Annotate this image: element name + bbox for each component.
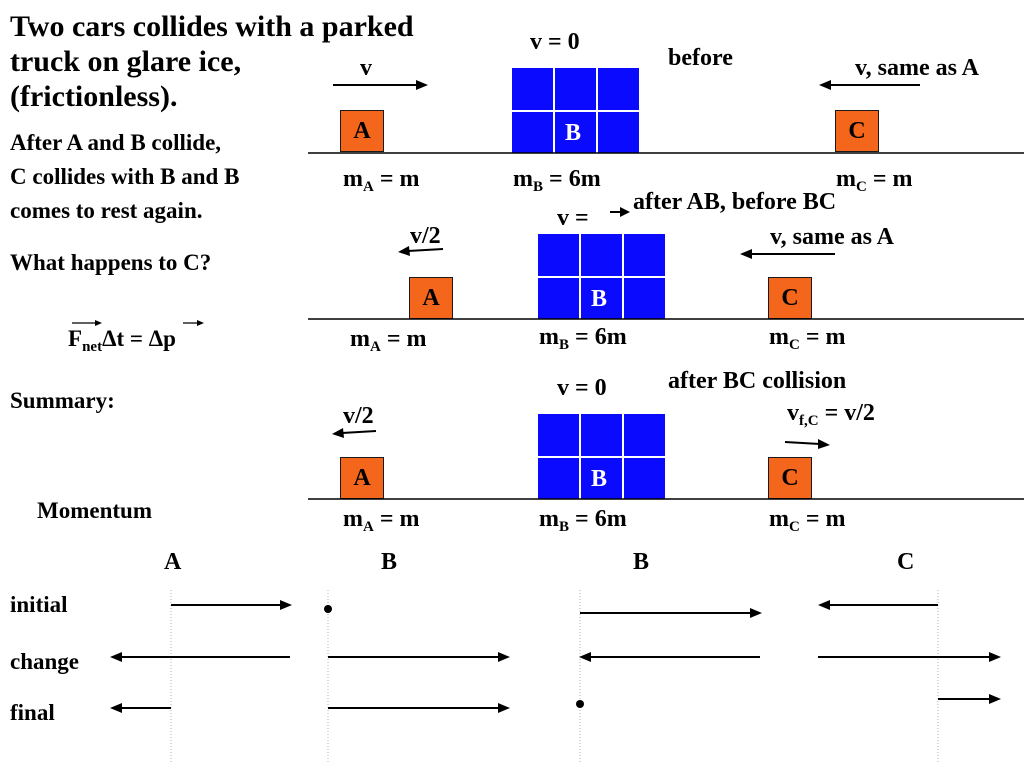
- row-label-change: change: [10, 649, 79, 674]
- formula-f: F: [68, 326, 83, 351]
- column-header-b1: B: [381, 549, 398, 575]
- mass-a-value: = m: [373, 166, 420, 192]
- mass-b-sub: B: [559, 519, 570, 535]
- arrow-left-icon: [819, 80, 831, 90]
- car-a-after-ab: A: [409, 277, 453, 319]
- frame-label-after-bc: after BC collision: [668, 368, 847, 394]
- vector-arrow-icon: [95, 320, 102, 326]
- mass-a-value: = m: [373, 506, 420, 532]
- car-c-v-main: v: [787, 400, 799, 426]
- mass-c-value: = m: [799, 506, 846, 532]
- mass-b-value: = 6m: [569, 506, 627, 532]
- description-line-1: After A and B collide,: [10, 130, 222, 155]
- car-c-velocity-after-ab: v, same as A: [770, 224, 895, 250]
- momentum-b2-final-dot: [576, 700, 584, 708]
- description-line-2: C collides with B and B: [10, 164, 240, 189]
- truck-velocity-after-ab: v =: [557, 205, 589, 231]
- mass-a-sub: A: [363, 519, 374, 535]
- momentum-b1-change-arrow: [498, 652, 510, 662]
- car-a-after-bc: A: [340, 457, 384, 499]
- arrow-left-icon: [332, 428, 344, 438]
- momentum-c-final-arrow: [989, 694, 1001, 704]
- mass-c-m: m: [769, 324, 789, 350]
- truck-b-label-after-bc: B: [591, 466, 608, 492]
- column-header-c: C: [897, 549, 915, 575]
- mass-b-value: = 6m: [569, 324, 627, 350]
- momentum-a-initial-arrow: [280, 600, 292, 610]
- mass-c-sub: C: [789, 337, 800, 353]
- car-a-before: A: [340, 110, 384, 152]
- formula-rest: Δt = Δp: [102, 326, 176, 351]
- mass-a-m: m: [343, 506, 363, 532]
- truck-b-label-before: B: [565, 120, 582, 146]
- car-c-v-sub: f,C: [799, 413, 819, 429]
- arrow-right-icon: [620, 207, 630, 217]
- mass-a-m: m: [350, 326, 370, 352]
- car-a-velocity-after-bc: v/2: [343, 403, 374, 429]
- arrow-right-icon: [416, 80, 428, 90]
- formula-net: net: [82, 339, 103, 355]
- mass-c-value: = m: [866, 166, 913, 192]
- row-label-initial: initial: [10, 592, 68, 617]
- summary-label: Summary:: [10, 388, 115, 413]
- car-a-velocity-before: v: [360, 55, 372, 81]
- truck-velocity-before: v = 0: [530, 29, 580, 55]
- mass-a-m: m: [343, 166, 363, 192]
- frame-label-after-ab: after AB, before BC: [633, 189, 837, 215]
- mass-b-m: m: [513, 166, 533, 192]
- car-c-after-ab: C: [768, 277, 812, 319]
- mass-a-sub: A: [363, 179, 374, 195]
- momentum-b1-final-arrow: [498, 703, 510, 713]
- momentum-b2-change-arrow: [579, 652, 591, 662]
- mass-c-value: = m: [799, 324, 846, 350]
- column-header-b2: B: [633, 549, 650, 575]
- momentum-a-final-arrow: [110, 703, 122, 713]
- mass-b-sub: B: [533, 179, 544, 195]
- frame-label-before: before: [668, 45, 733, 71]
- mass-c-sub: C: [789, 519, 800, 535]
- mass-b-m: m: [539, 324, 559, 350]
- momentum-a-change-arrow: [110, 652, 122, 662]
- mass-b-m: m: [539, 506, 559, 532]
- column-header-a: A: [164, 549, 182, 575]
- car-c-after-bc: C: [768, 457, 812, 499]
- car-c-v-rest: = v/2: [818, 400, 875, 426]
- title-line-3: (frictionless).: [10, 80, 178, 113]
- arrow-left-icon: [398, 246, 410, 256]
- question: What happens to C?: [10, 250, 212, 275]
- car-c-velocity-before: v, same as A: [855, 55, 980, 81]
- vector-arrow-icon: [197, 320, 204, 326]
- momentum-b2-initial-arrow: [750, 608, 762, 618]
- momentum-b1-initial-dot: [324, 605, 332, 613]
- truck-velocity-after-bc: v = 0: [557, 375, 607, 401]
- mass-c-m: m: [769, 506, 789, 532]
- momentum-label: Momentum: [37, 498, 152, 523]
- title-line-2: truck on glare ice,: [10, 45, 242, 78]
- mass-c-m: m: [836, 166, 856, 192]
- description-line-3: comes to rest again.: [10, 198, 203, 223]
- arrow-right-icon: [818, 439, 830, 449]
- row-label-final: final: [10, 700, 55, 725]
- truck-b-label-after-ab: B: [591, 286, 608, 312]
- momentum-c-change-arrow: [989, 652, 1001, 662]
- car-a-velocity-after-ab: v/2: [410, 223, 441, 249]
- mass-b-sub: B: [559, 337, 570, 353]
- momentum-c-initial-arrow: [818, 600, 830, 610]
- mass-c-sub: C: [856, 179, 867, 195]
- title-line-1: Two cars collides with a parked: [10, 10, 414, 43]
- mass-a-value: = m: [380, 326, 427, 352]
- car-c-before: C: [835, 110, 879, 152]
- mass-a-sub: A: [370, 339, 381, 355]
- mass-b-value: = 6m: [543, 166, 601, 192]
- arrow-left-icon: [740, 249, 752, 259]
